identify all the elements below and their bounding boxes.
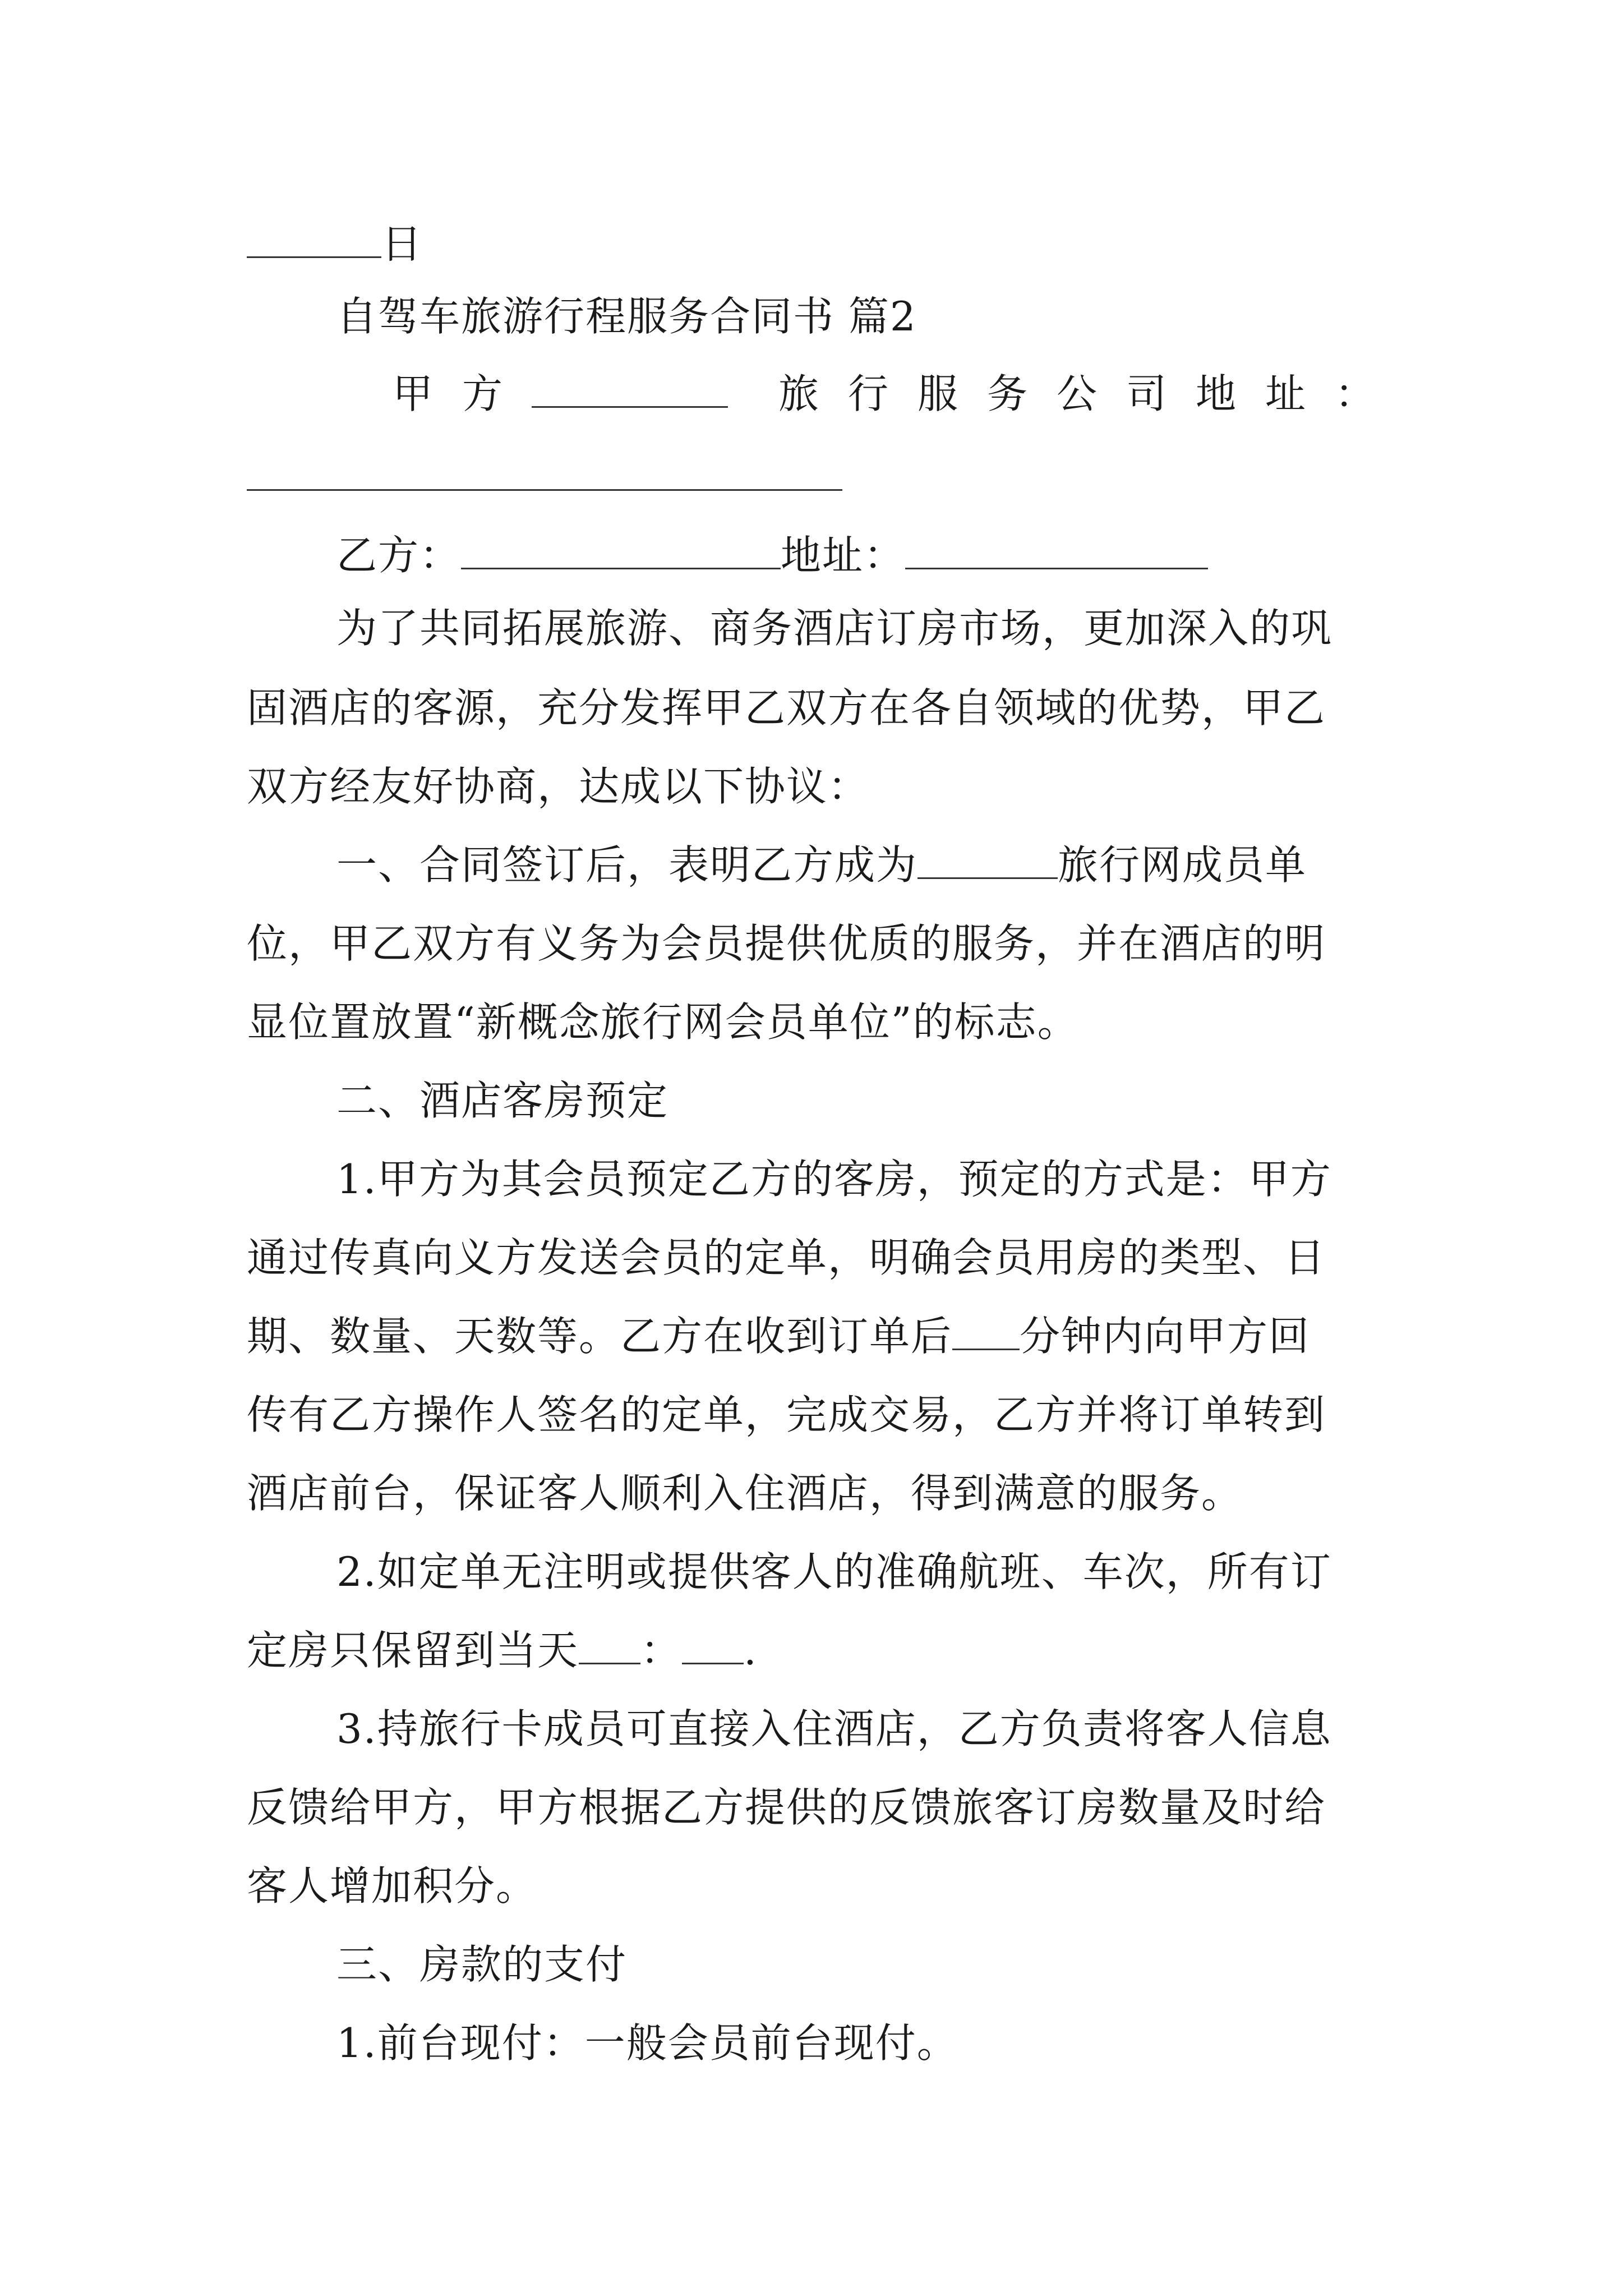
- item2-2-line-2: [247, 1622, 1396, 1678]
- party-a-label: 甲方: [393, 370, 532, 417]
- clause1-text-before-blank: 一、合同签订后，表明乙方成为: [336, 841, 918, 889]
- party-b-label: 乙方：: [336, 532, 462, 579]
- document-title: 自驾车旅游行程服务合同书 篇2: [336, 293, 917, 340]
- item2-1-line-3: [247, 1308, 1396, 1364]
- section3-heading: 三、房款的支付: [336, 1941, 628, 1988]
- intro-line-1: 为了共同拓展旅游、商务酒店订房市场，更加深入的巩: [336, 605, 1333, 652]
- item2-3-line-2: 反馈给甲方，甲方根据乙方提供的反馈旅客订房数量及时给: [247, 1784, 1326, 1831]
- party-b-line: [336, 527, 1396, 583]
- item2-3-line-3: 客人增加积分。: [247, 1862, 538, 1910]
- item2-3-line-1: 3.持旅行卡成员可直接入住酒店，乙方负责将客人信息: [336, 1705, 1332, 1752]
- party-a-line: [393, 366, 1405, 422]
- day-label: 日: [381, 220, 423, 268]
- clause1-text-after-blank: 旅行网成员单: [1058, 841, 1307, 889]
- clause1-line-3: 显位置放置“新概念旅行网会员单位”的标志。: [247, 999, 1079, 1046]
- item2-1-line-4: 传有乙方操作人签名的定单，完成交易，乙方并将订单转到: [247, 1391, 1326, 1438]
- day-blank: [247, 216, 381, 258]
- intro-line-2: 固酒店的客源，充分发挥甲乙双方在各自领域的优势，甲乙: [247, 684, 1326, 731]
- party-a-company-address-label: 旅行服务公司地址：: [778, 370, 1405, 417]
- hour-blank: [579, 1622, 640, 1664]
- item2-1-text-before-blank: 期、数量、天数等。乙方在收到订单后: [247, 1313, 953, 1360]
- item2-1-line-5: 酒店前台，保证客人顺利入住酒店，得到满意的服务。: [247, 1470, 1243, 1517]
- item2-1-text-after-blank: 分钟内向甲方回: [1020, 1313, 1311, 1360]
- minutes-blank: [952, 1308, 1020, 1350]
- intro-line-3: 双方经友好协商，达成以下协议：: [247, 763, 870, 810]
- party-b-blank: [461, 527, 781, 569]
- item3-1-line: 1.前台现付：一般会员前台现付。: [336, 2019, 958, 2067]
- clause1-line-2: 位，甲乙双方有义务为会员提供优质的服务，并在酒店的明: [247, 920, 1326, 967]
- item2-1-line-2: 通过传真向义方发送会员的定单，明确会员用房的类型、日: [247, 1234, 1326, 1281]
- period: .: [744, 1627, 758, 1674]
- item2-2-text-before-blank: 定房只保留到当天: [247, 1627, 579, 1674]
- party-a-address-blank: [247, 489, 842, 491]
- clause1-blank: [917, 837, 1058, 879]
- minute-blank: [682, 1622, 744, 1664]
- section2-heading: 二、酒店客房预定: [336, 1077, 669, 1124]
- date-line: [247, 216, 1396, 272]
- time-colon: ：: [640, 1627, 683, 1674]
- item2-1-line-1: 1.甲方为其会员预定乙方的客房，预定的方式是：甲方: [336, 1156, 1332, 1203]
- party-b-address-blank: [905, 527, 1208, 569]
- item2-2-line-1: 2.如定单无注明或提供客人的准确航班、车次，所有订: [336, 1548, 1332, 1595]
- clause1-line-1: [336, 837, 1396, 893]
- party-a-blank: [532, 366, 728, 408]
- party-b-address-label: 地址：: [781, 532, 906, 579]
